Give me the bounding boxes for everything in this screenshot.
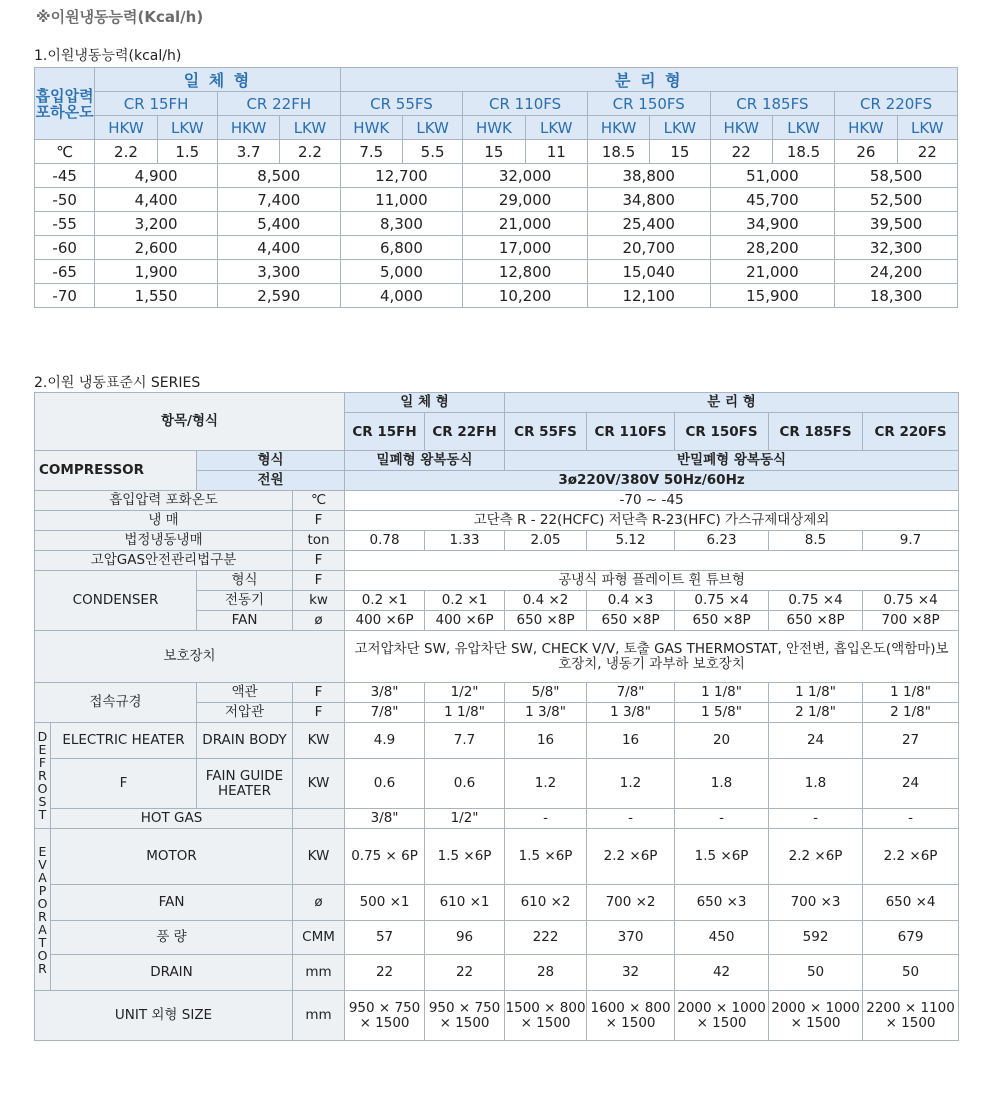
connection-liquid-value: 5/8" — [505, 683, 587, 703]
condenser-motor-value: 0.75 ×4 — [863, 591, 959, 611]
connection-low-value: 1 3/8" — [587, 703, 675, 723]
t2-model-header: CR 22FH — [425, 413, 505, 451]
t1-capacity-cell: 25,400 — [587, 212, 710, 236]
t1-capacity-cell: 2,600 — [95, 236, 218, 260]
evap-fan-value: 650 ×4 — [863, 885, 959, 921]
drain-body-value: 27 — [863, 723, 959, 759]
hot-gas-value: 1/2" — [425, 809, 505, 829]
evap-motor-unit: KW — [293, 829, 345, 885]
condenser-motor-value: 0.4 ×2 — [505, 591, 587, 611]
unit-size-value: 950 × 750 × 1500 — [425, 991, 505, 1041]
table-row — [35, 260, 958, 284]
hot-gas-value: - — [587, 809, 675, 829]
fain-guide-label: FAIN GUIDE HEATER — [197, 759, 293, 809]
t1-capacity-cell: 32,000 — [463, 164, 588, 188]
t1-model-header: CR 220FS — [835, 92, 958, 116]
t1-model-header: CR 185FS — [710, 92, 835, 116]
t1-capacity-cell: 51,000 — [710, 164, 835, 188]
table-row — [35, 188, 958, 212]
connection-liquid-value: 3/8" — [345, 683, 425, 703]
t1-subheader: HKW — [710, 116, 772, 140]
t2-model-header: CR 110FS — [587, 413, 675, 451]
t1-capacity-cell: 15,900 — [710, 284, 835, 308]
t1-model-header: CR 110FS — [463, 92, 588, 116]
connection-liquid-label: 액관 — [197, 683, 293, 703]
t1-kw-value: 26 — [835, 140, 897, 164]
t1-capacity-cell: 39,500 — [835, 212, 958, 236]
connection-liquid-value: 1 1/8" — [863, 683, 959, 703]
drain-body-value: 7.7 — [425, 723, 505, 759]
evap-fan-value: 610 ×2 — [505, 885, 587, 921]
t1-capacity-cell: 38,800 — [587, 164, 710, 188]
t1-subheader: HKW — [835, 116, 897, 140]
connection-liquid-value: 1/2" — [425, 683, 505, 703]
t1-capacity-cell: 4,000 — [340, 284, 463, 308]
condenser-type-unit: F — [293, 571, 345, 591]
connection-low-unit: F — [293, 703, 345, 723]
evap-drain-value: 32 — [587, 955, 675, 991]
drain-body-value: 16 — [505, 723, 587, 759]
t1-capacity-cell: 8,300 — [340, 212, 463, 236]
condenser-type-label: 형식 — [197, 571, 293, 591]
compressor-power-value: 3ø220V/380V 50Hz/60Hz — [345, 471, 959, 491]
fain-guide-unit: KW — [293, 759, 345, 809]
t1-capacity-cell: 4,900 — [95, 164, 218, 188]
fain-guide-value: 0.6 — [425, 759, 505, 809]
table-row — [35, 212, 958, 236]
t1-capacity-cell: 21,000 — [463, 212, 588, 236]
evap-motor-value: 1.5 ×6P — [425, 829, 505, 885]
gas-law-label: 고압GAS안전관리법구분 — [35, 551, 293, 571]
drain-body-value: 4.9 — [345, 723, 425, 759]
evap-fan-unit: ø — [293, 885, 345, 921]
t1-capacity-cell: 7,400 — [217, 188, 340, 212]
connection-low-value: 7/8" — [345, 703, 425, 723]
unit-size-value: 1500 × 800 × 1500 — [505, 991, 587, 1041]
connection-low-value: 1 5/8" — [675, 703, 769, 723]
fain-guide-value: 1.8 — [769, 759, 863, 809]
unit-size-value: 2000 × 1000 × 1500 — [769, 991, 863, 1041]
hot-gas-value: 3/8" — [345, 809, 425, 829]
t2-model-header: CR 185FS — [769, 413, 863, 451]
evap-airflow-value: 450 — [675, 921, 769, 955]
t1-capacity-cell: 18,300 — [835, 284, 958, 308]
t1-subheader: LKW — [280, 116, 340, 140]
connection-low-value: 2 1/8" — [863, 703, 959, 723]
condenser-motor-unit: kw — [293, 591, 345, 611]
t1-kw-value: 2.2 — [95, 140, 157, 164]
t1-capacity-cell: 3,200 — [95, 212, 218, 236]
t2-model-header: CR 55FS — [505, 413, 587, 451]
t1-capacity-cell: 3,300 — [217, 260, 340, 284]
item-header: 항목/형식 — [35, 393, 345, 451]
legal-ton-value: 9.7 — [863, 531, 959, 551]
evap-airflow-value: 96 — [425, 921, 505, 955]
t1-temp-cell: -65 — [35, 260, 95, 284]
evap-fan-value: 700 ×2 — [587, 885, 675, 921]
evap-motor-label: MOTOR — [51, 829, 293, 885]
t1-capacity-cell: 58,500 — [835, 164, 958, 188]
refrigerant-label: 냉 매 — [35, 511, 293, 531]
legal-ton-value: 8.5 — [769, 531, 863, 551]
evap-drain-value: 28 — [505, 955, 587, 991]
condenser-motor-value: 0.2 ×1 — [425, 591, 505, 611]
legal-ton-value: 5.12 — [587, 531, 675, 551]
t1-model-header: CR 150FS — [587, 92, 710, 116]
t1-kw-value: 11 — [525, 140, 587, 164]
t1-temp-cell: -45 — [35, 164, 95, 188]
t1-group-integrated: 일 체 형 — [95, 68, 340, 92]
evap-motor-value: 2.2 ×6P — [587, 829, 675, 885]
t1-subheader: LKW — [650, 116, 710, 140]
hot-gas-label: HOT GAS — [51, 809, 293, 829]
t2-model-header: CR 15FH — [345, 413, 425, 451]
t1-capacity-cell: 34,900 — [710, 212, 835, 236]
t1-temp-cell: -55 — [35, 212, 95, 236]
evap-motor-value: 0.75 × 6P — [345, 829, 425, 885]
connection-low-label: 저압관 — [197, 703, 293, 723]
evap-drain-value: 22 — [345, 955, 425, 991]
evap-airflow-value: 57 — [345, 921, 425, 955]
t1-subheader: HWK — [340, 116, 402, 140]
section1-title: 1.이원냉동능력(kcal/h) — [34, 48, 182, 64]
evap-drain-value: 50 — [863, 955, 959, 991]
unit-size-value: 1600 × 800 × 1500 — [587, 991, 675, 1041]
t1-capacity-cell: 10,200 — [463, 284, 588, 308]
evap-airflow-value: 370 — [587, 921, 675, 955]
evap-airflow-label: 풍 량 — [51, 921, 293, 955]
condenser-type-value: 공냉식 파형 플레이트 휜 튜브형 — [345, 571, 959, 591]
t1-capacity-cell: 28,200 — [710, 236, 835, 260]
t1-subheader: HKW — [95, 116, 157, 140]
gas-law-unit: F — [293, 551, 345, 571]
t1-capacity-cell: 17,000 — [463, 236, 588, 260]
section2-title: 2.이원 냉동표준시 SERIES — [34, 375, 201, 391]
t1-kw-value: 1.5 — [157, 140, 217, 164]
compressor-power-label: 전원 — [197, 471, 345, 491]
evap-drain-unit: mm — [293, 955, 345, 991]
evap-drain-label: DRAIN — [51, 955, 293, 991]
condenser-fan-unit: ø — [293, 611, 345, 631]
legal-ton-value: 0.78 — [345, 531, 425, 551]
hot-gas-unit — [293, 809, 345, 829]
t1-capacity-cell: 8,500 — [217, 164, 340, 188]
evap-airflow-value: 679 — [863, 921, 959, 955]
evap-airflow-unit: CMM — [293, 921, 345, 955]
fain-guide-value: 1.8 — [675, 759, 769, 809]
compressor-type-split: 반밀폐형 왕복동식 — [505, 451, 959, 471]
t1-capacity-cell: 52,500 — [835, 188, 958, 212]
t1-subheader: HKW — [587, 116, 649, 140]
evap-motor-value: 2.2 ×6P — [769, 829, 863, 885]
t1-capacity-cell: 4,400 — [217, 236, 340, 260]
t1-subheader: LKW — [772, 116, 834, 140]
defrost-f-label: F — [51, 759, 197, 809]
electric-heater-label: ELECTRIC HEATER — [51, 723, 197, 759]
page-heading: ※이원냉동능력(Kcal/h) — [36, 8, 204, 26]
condenser-motor-label: 전동기 — [197, 591, 293, 611]
t1-kw-value: 15 — [463, 140, 525, 164]
fain-guide-value: 1.2 — [505, 759, 587, 809]
t1-capacity-cell: 1,550 — [95, 284, 218, 308]
protection-label: 보호장치 — [35, 631, 345, 683]
connection-liquid-value: 1 1/8" — [769, 683, 863, 703]
hot-gas-value: - — [675, 809, 769, 829]
drain-body-unit: KW — [293, 723, 345, 759]
connection-liquid-unit: F — [293, 683, 345, 703]
t1-capacity-cell: 12,100 — [587, 284, 710, 308]
hot-gas-value: - — [505, 809, 587, 829]
legal-ton-unit: ton — [293, 531, 345, 551]
connection-liquid-value: 1 1/8" — [675, 683, 769, 703]
t1-capacity-cell: 12,700 — [340, 164, 463, 188]
unit-size-value: 2000 × 1000 × 1500 — [675, 991, 769, 1041]
drain-body-value: 24 — [769, 723, 863, 759]
connection-liquid-value: 7/8" — [587, 683, 675, 703]
table-row — [35, 164, 958, 188]
evap-drain-value: 50 — [769, 955, 863, 991]
condenser-motor-value: 0.75 ×4 — [769, 591, 863, 611]
t1-subheader: LKW — [157, 116, 217, 140]
t1-capacity-cell: 6,800 — [340, 236, 463, 260]
condenser-fan-value: 650 ×8P — [587, 611, 675, 631]
t1-temp-cell: -50 — [35, 188, 95, 212]
t1-subheader: LKW — [402, 116, 462, 140]
gas-law-value — [345, 551, 959, 571]
compressor-type-label: 형식 — [197, 451, 345, 471]
table-row — [35, 236, 958, 260]
evap-fan-value: 500 ×1 — [345, 885, 425, 921]
fain-guide-value: 1.2 — [587, 759, 675, 809]
suction-unit: ℃ — [293, 491, 345, 511]
t1-kw-value: 7.5 — [340, 140, 402, 164]
condenser-motor-value: 0.75 ×4 — [675, 591, 769, 611]
evap-fan-value: 610 ×1 — [425, 885, 505, 921]
t2-group-split: 분 리 형 — [505, 393, 959, 413]
legal-ton-label: 법정냉동냉매 — [35, 531, 293, 551]
t1-kw-value: 15 — [650, 140, 710, 164]
capacity-table — [34, 67, 958, 308]
unit-size-value: 950 × 750 × 1500 — [345, 991, 425, 1041]
evap-drain-value: 22 — [425, 955, 505, 991]
t1-subheader: HWK — [463, 116, 525, 140]
suction-label: 흡입압력 포화온도 — [35, 491, 293, 511]
condenser-motor-value: 0.2 ×1 — [345, 591, 425, 611]
evap-fan-value: 700 ×3 — [769, 885, 863, 921]
t1-kw-unit: ℃ — [35, 140, 95, 164]
evap-motor-value: 1.5 ×6P — [675, 829, 769, 885]
hot-gas-value: - — [769, 809, 863, 829]
fain-guide-value: 24 — [863, 759, 959, 809]
t1-capacity-cell: 34,800 — [587, 188, 710, 212]
t1-kw-value: 18.5 — [587, 140, 649, 164]
hot-gas-value: - — [863, 809, 959, 829]
t1-temp-cell: -60 — [35, 236, 95, 260]
condenser-fan-value: 650 ×8P — [505, 611, 587, 631]
t2-model-header: CR 220FS — [863, 413, 959, 451]
t1-model-header: CR 15FH — [95, 92, 218, 116]
drain-body-value: 20 — [675, 723, 769, 759]
t1-capacity-cell: 5,400 — [217, 212, 340, 236]
condenser-motor-value: 0.4 ×3 — [587, 591, 675, 611]
condenser-fan-value: 400 ×6P — [345, 611, 425, 631]
t1-corner-label: 흡입압력포하온도 — [35, 68, 95, 140]
t1-capacity-cell: 11,000 — [340, 188, 463, 212]
t1-capacity-cell: 12,800 — [463, 260, 588, 284]
defrost-vertical-label: DEFROST — [35, 723, 51, 829]
condenser-fan-label: FAN — [197, 611, 293, 631]
t1-capacity-cell: 1,900 — [95, 260, 218, 284]
evap-fan-label: FAN — [51, 885, 293, 921]
unit-size-unit: mm — [293, 991, 345, 1041]
condenser-fan-value: 400 ×6P — [425, 611, 505, 631]
drain-body-value: 16 — [587, 723, 675, 759]
protection-value: 고저압차단 SW, 유압차단 SW, CHECK V/V, 토출 GAS THERMOSTAT, 안전변, 흡입온도(액함마)보호장치, 냉동기 과부하 보호장치 — [345, 631, 959, 683]
fain-guide-value: 0.6 — [345, 759, 425, 809]
t1-capacity-cell: 32,300 — [835, 236, 958, 260]
t1-subheader: LKW — [525, 116, 587, 140]
evap-drain-value: 42 — [675, 955, 769, 991]
t1-kw-value: 3.7 — [217, 140, 279, 164]
condenser-label: CONDENSER — [35, 571, 197, 631]
unit-size-value: 2200 × 1100 × 1500 — [863, 991, 959, 1041]
t1-model-header: CR 22FH — [217, 92, 340, 116]
t1-model-header: CR 55FS — [340, 92, 463, 116]
t1-kw-value: 22 — [710, 140, 772, 164]
compressor-type-integrated: 밀폐형 왕복동식 — [345, 451, 505, 471]
t1-capacity-cell: 2,590 — [217, 284, 340, 308]
connection-low-value: 1 3/8" — [505, 703, 587, 723]
t1-kw-value: 18.5 — [772, 140, 834, 164]
t1-capacity-cell: 45,700 — [710, 188, 835, 212]
t1-subheader: LKW — [897, 116, 957, 140]
evap-motor-value: 1.5 ×6P — [505, 829, 587, 885]
t1-group-split: 분 리 형 — [340, 68, 957, 92]
connection-label: 접속규경 — [35, 683, 197, 723]
t1-capacity-cell: 24,200 — [835, 260, 958, 284]
t1-temp-cell: -70 — [35, 284, 95, 308]
t1-capacity-cell: 15,040 — [587, 260, 710, 284]
table-row — [35, 284, 958, 308]
connection-low-value: 1 1/8" — [425, 703, 505, 723]
t1-kw-value: 2.2 — [280, 140, 340, 164]
t1-capacity-cell: 20,700 — [587, 236, 710, 260]
legal-ton-value: 6.23 — [675, 531, 769, 551]
t1-capacity-cell: 5,000 — [340, 260, 463, 284]
evap-motor-value: 2.2 ×6P — [863, 829, 959, 885]
t1-capacity-cell: 4,400 — [95, 188, 218, 212]
connection-low-value: 2 1/8" — [769, 703, 863, 723]
unit-size-label: UNIT 외형 SIZE — [35, 991, 293, 1041]
refrigerant-unit: F — [293, 511, 345, 531]
legal-ton-value: 2.05 — [505, 531, 587, 551]
evap-airflow-value: 592 — [769, 921, 863, 955]
series-spec-table — [34, 392, 959, 1041]
condenser-fan-value: 650 ×8P — [675, 611, 769, 631]
t2-model-header: CR 150FS — [675, 413, 769, 451]
t1-kw-value: 22 — [897, 140, 957, 164]
suction-value: -70 ~ -45 — [345, 491, 959, 511]
refrigerant-value: 고단측 R - 22(HCFC) 저단측 R-23(HFC) 가스규제대상제외 — [345, 511, 959, 531]
condenser-fan-value: 700 ×8P — [863, 611, 959, 631]
legal-ton-value: 1.33 — [425, 531, 505, 551]
evap-airflow-value: 222 — [505, 921, 587, 955]
condenser-fan-value: 650 ×8P — [769, 611, 863, 631]
t1-kw-value: 5.5 — [402, 140, 462, 164]
compressor-label: COMPRESSOR — [35, 451, 197, 491]
evap-fan-value: 650 ×3 — [675, 885, 769, 921]
t1-capacity-cell: 29,000 — [463, 188, 588, 212]
evaporator-vertical-label: EVAPORATOR — [35, 829, 51, 991]
drain-body-label: DRAIN BODY — [197, 723, 293, 759]
t1-subheader: HKW — [217, 116, 279, 140]
t1-capacity-cell: 21,000 — [710, 260, 835, 284]
t2-group-integrated: 일 체 형 — [345, 393, 505, 413]
